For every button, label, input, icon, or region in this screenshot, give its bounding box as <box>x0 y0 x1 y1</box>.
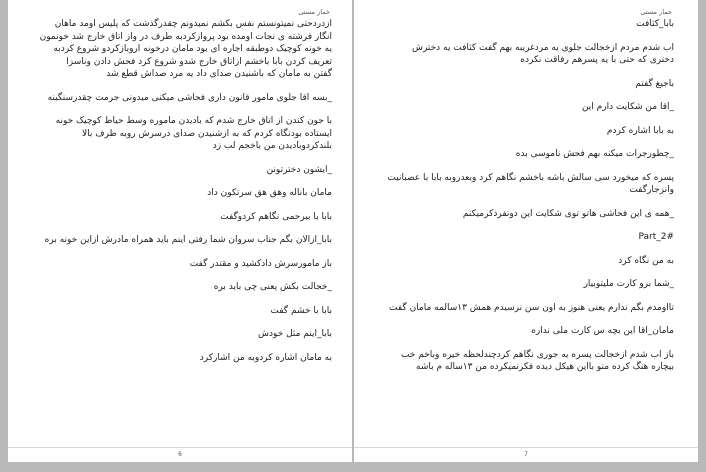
text-line: یه خونه کوچیک دوطبقه اجاره ای بود مامان درخونه اروبازکردو شروع کردبه <box>53 44 332 54</box>
text-line: _بسه اقا جلوی مامور قانون داری فحاشی میکنی میدونی جرمت چقدرسنگینه <box>47 92 332 103</box>
text-line: مامان_اقا این بچه س کارت ملی نداره <box>531 326 674 336</box>
text-line: ایستاده بودنگاه کردم که به ازشنیدن صدای درسرش روبه طرف بالا <box>82 128 332 139</box>
text-line: باجیغ گفتم <box>635 78 674 89</box>
text-line: پسره که میخورد سی سالش باشه باخشم نگاهم کرد وبعدروبه بابا با عصبانیت <box>387 172 674 183</box>
page-header: خمار مستی <box>640 8 672 16</box>
page-6 <box>8 0 352 462</box>
text-line: به مامان اشاره کردوبه من اشارکرد <box>199 352 332 363</box>
text-line: باز مامورسرش دادکشید و مقتدر گفت <box>189 258 332 269</box>
text-line: _همه ی این فحاشی هاتو توی شکایت این دونفرذکرمیکنم <box>462 208 674 219</box>
text-line: بابا با خشم گفت <box>270 305 332 316</box>
text-line: گفتن به مامان که باشنیدن صدای داد یه مرد صداش قطع شد <box>106 69 332 79</box>
text-line: _شما برو کارت ملیتوبیار <box>583 279 674 289</box>
text-line: به من نگاه کرد <box>618 255 674 266</box>
text-line: بابا_اینم مثل خودش <box>258 329 332 339</box>
text-line: باز اب شدم ازخجالت پسره یه جوری نگاهم کردچندلحظه خیره وباخم خب <box>400 349 674 360</box>
text-line: _چطورجرات میکنه بهم فحش ناموسی بده <box>515 149 674 159</box>
text-line: تعریف کردن بابا باخشم ازاتاق خارج شدو شروع کرد فحش دادن وناسزا <box>66 56 332 67</box>
text-line: دختری که حتی با یه پسرهم رفاقت نکرده <box>520 55 674 65</box>
text-line: بابا_ازالان بگم جناب سروان شما رفتی اینم باید همراه مادرش ازاین خونه بره <box>44 235 332 245</box>
text-line: وانزجارگفت <box>629 185 674 195</box>
text-line: بیچاره هنگ کرده منو بااین هیکل دیده فکرنمیکرده من ۱۳ساله م باشه <box>416 362 674 372</box>
page-footer <box>354 447 698 462</box>
text-line: _ایشون دخترتونن <box>266 164 332 175</box>
text-line: انگار فرشته ی نجات اومده بود پروازکردبه طرف در واز اتاق خارج شد خونمون <box>39 31 332 42</box>
text-line: به بابا اشاره کردم <box>606 125 674 136</box>
text-line: بلندکردوبادیدن من باخجم لب زد <box>212 141 332 151</box>
page-header: خمار مستی <box>298 8 330 16</box>
page-7 <box>354 0 698 462</box>
page-number: 7 <box>524 451 528 458</box>
text-line: مامان باناله وهق هق سرتکون داد <box>207 188 332 198</box>
page-footer <box>8 447 352 462</box>
page-body <box>358 18 674 374</box>
text-line: _اقا من شکایت دارم این <box>581 102 674 112</box>
text-line: با جون کندن از اتاق خارج شدم که بادیدن ماموره وسط حیاط کوچیک خونه <box>55 116 332 126</box>
text-line: بابا با بیرحمی نگاهم کردوگفت <box>220 211 332 222</box>
text-line: بابا_کثافت <box>636 19 674 29</box>
text-line: تااومدم بگم ندارم یعنی هنوز به اون سن نرسیدم همش ۱۳سالمه مامان گفت <box>389 302 674 313</box>
page-number: 6 <box>178 451 182 458</box>
page-body <box>14 18 332 364</box>
text-line: اب شدم مردم ازخجالت جلوی یه مردغریبه بهم گفت کثافت یه دخترش <box>411 42 674 53</box>
text-line: ازدردحتی نمیتونستم نفس بکشم نمیدونم چقدرگذشت که پلیس اومد ماهان <box>54 19 332 29</box>
text-line: _خجالت بکش یعنی چی باید بره <box>213 282 332 292</box>
part-heading: Part_2# <box>638 232 674 242</box>
